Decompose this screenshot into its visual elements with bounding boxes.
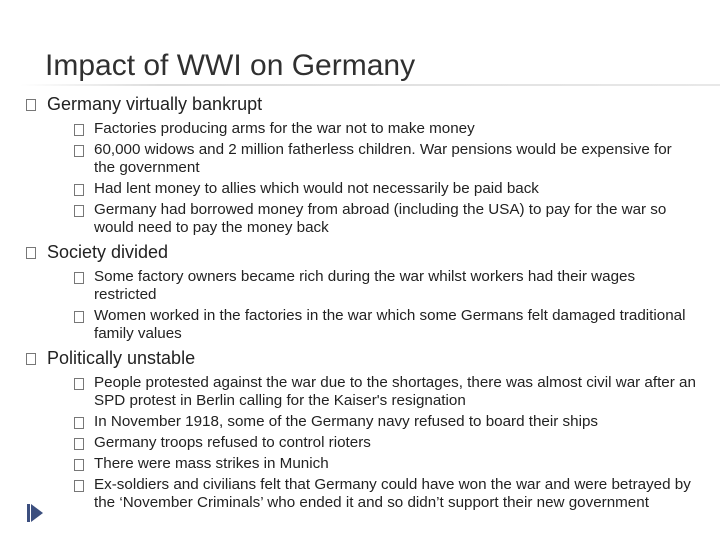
bullet-box-icon — [74, 145, 84, 157]
section-bankrupt — [20, 94, 696, 237]
bullet-item: Factories producing arms for the war not to make money — [47, 120, 696, 138]
bullet-box-icon — [26, 353, 36, 365]
bullet-list — [47, 268, 696, 343]
bullet-item: People protested against the war due to the shortages, there was almost civil war after an SPD protest in Berlin calling for the Kaiser's resignation — [47, 374, 696, 410]
section-heading: Politically unstable — [47, 348, 196, 368]
bullet-item: Some factory owners became rich during the war whilst workers had their wages restricted — [47, 268, 696, 304]
bullet-box-icon — [74, 417, 84, 429]
bullet-box-icon — [74, 459, 84, 471]
bullet-item: In November 1918, some of the Germany navy refused to board their ships — [47, 413, 696, 431]
bullet-item: Germany had borrowed money from abroad (including the USA) to pay for the war so would need to pay the money back — [47, 201, 696, 237]
bullet-item: Germany troops refused to control rioters — [47, 434, 696, 452]
section-society — [20, 242, 696, 343]
section-heading: Society divided — [47, 242, 169, 262]
title-underline — [20, 84, 720, 86]
bullet-item: There were mass strikes in Munich — [47, 455, 696, 473]
bullet-box-icon — [74, 378, 84, 390]
slide-content — [20, 92, 696, 515]
slide-title: Impact of WWI on Germany — [45, 49, 416, 82]
bullet-list — [47, 120, 696, 237]
section-politics — [20, 348, 696, 512]
section-heading: Germany virtually bankrupt — [47, 94, 263, 114]
bullet-box-icon — [26, 247, 36, 259]
bullet-item: Women worked in the factories in the war which some Germans felt damaged traditional family values — [47, 307, 696, 343]
bullet-box-icon — [74, 205, 84, 217]
bullet-box-icon — [26, 99, 36, 111]
next-slide-arrow-icon[interactable] — [31, 504, 43, 522]
bullet-item: Had lent money to allies which would not necessarily be paid back — [47, 180, 696, 198]
bullet-box-icon — [74, 311, 84, 323]
bullet-box-icon — [74, 184, 84, 196]
bullet-item: Ex-soldiers and civilians felt that Germany could have won the war and were betrayed by the ‘November Criminals’ who ended it and so didn’t support their new government — [47, 476, 696, 512]
bullet-box-icon — [74, 272, 84, 284]
bullet-box-icon — [74, 480, 84, 492]
bullet-list — [47, 374, 696, 512]
bullet-item: 60,000 widows and 2 million fatherless children. War pensions would be expensive for the government — [47, 141, 696, 177]
bullet-box-icon — [74, 124, 84, 136]
bullet-box-icon — [74, 438, 84, 450]
